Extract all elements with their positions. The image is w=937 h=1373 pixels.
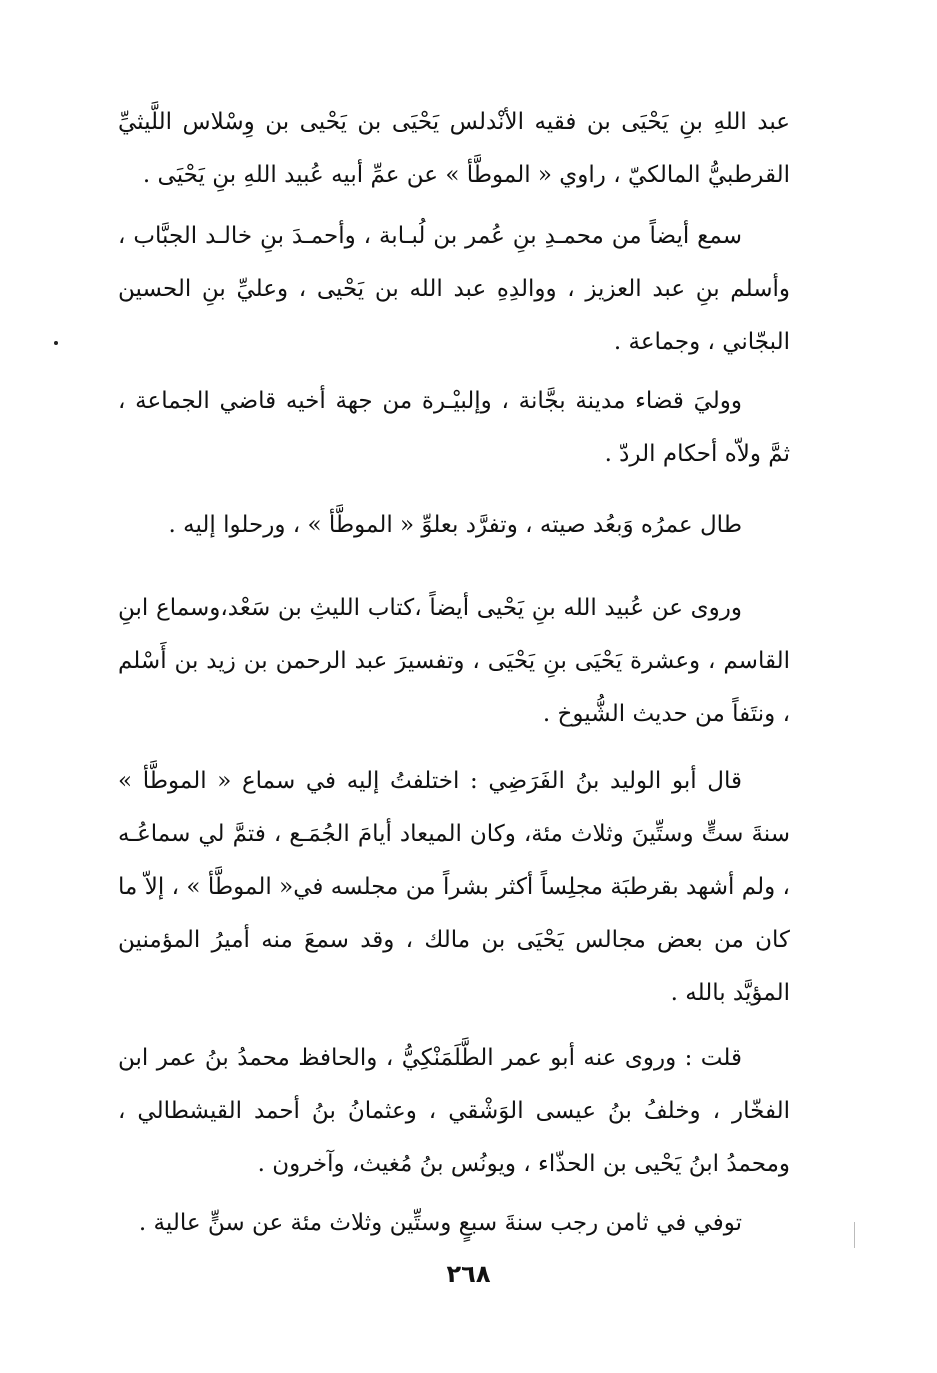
margin-line-mark xyxy=(854,1222,855,1248)
paragraph-3: ووليَ قضاء مدينة بجَّانة ، وإلبيْـرة من جهة أخيه قاضي الجماعة ، ثمَّ ولاّه أحكام الردّ . xyxy=(118,388,790,467)
paragraph-5: وروى عن عُبيد الله بنِ يَحْيى أيضاً ،كتاب الليثِ بن سَعْد،وسماع ابنِ القاسم ، وعشرة يَحْيَى بنِ يَحْيَى ، وتفسيرَ عبد الرحمن بن زيد بن أَسْلم ، ونتَفاً من حديث الشُّيوخ . xyxy=(118,595,790,727)
document-body xyxy=(118,96,790,1250)
paragraph-8: توفي في ثامن رجب سنةَ سبعٍ وستِّين وثلاث مئة عن سنٍّ عالية . xyxy=(138,1210,742,1236)
paragraph-6: قال أبو الوليد بنُ الفَرَضِي : اختلفتُ إليه في سماع « الموطَّأ » سنةَ ستٍّ وستِّينَ وثلاث مئة، وكان الميعاد أيامَ الجُمَـع ، فتمَّ لي سماعُـه ، ولم أشهد بقرطبَة مجلِساً أكثر بشراً من مجلسه في« الموطَّأ » ، إلاّ ما كان من بعض مجالس يَحْيَى بن مالك ، وقد سمعَ منه أميرُ المؤمنين المؤيَّد بالله . xyxy=(118,768,790,1006)
paragraph-4: طال عمرُه وَبعُد صيته ، وتفرَّد بعلوِّ « الموطَّأ » ، ورحلوا إليه . xyxy=(168,512,742,538)
paragraph-1: عبد اللهِ بنِ يَحْيَى بن فقيه الأنْدلس يَحْيَى بن يَحْيى بن وِسْلاس اللَّيثيِّ القرطبيُّ المالكيّ ، راوي « الموطَّأ » عن عمِّ أبيه عُبيد اللهِ بنِ يَحْيَى . xyxy=(118,109,790,188)
stray-dot-mark xyxy=(54,341,58,345)
page-number: ٢٦٨ xyxy=(446,1260,491,1288)
paragraph-2: سمع أيضاً من محمـدِ بنِ عُمر بن لُبـابة ، وأحمـدَ بنِ خالـد الجبَّاب ، وأسلم بنِ عبد العزيز ، ووالدِهِ عبد الله بن يَحْيى ، وعليِّ بنِ الحسين البجّاني ، وجماعة . xyxy=(118,223,790,355)
paragraph-7: قلت : وروى عنه أبو عمر الطَّلَمَنْكِيُّ ، والحافظ محمدُ بنُ عمر ابن الفخّار ، وخلفُ بنُ عيسى الوَشْقي ، وعثمانُ بنُ أحمد القيشطالي ، ومحمدُ ابنُ يَحْيى بن الحذّاء ، ويونُس بنُ مُغيث، وآخرون . xyxy=(118,1045,790,1177)
